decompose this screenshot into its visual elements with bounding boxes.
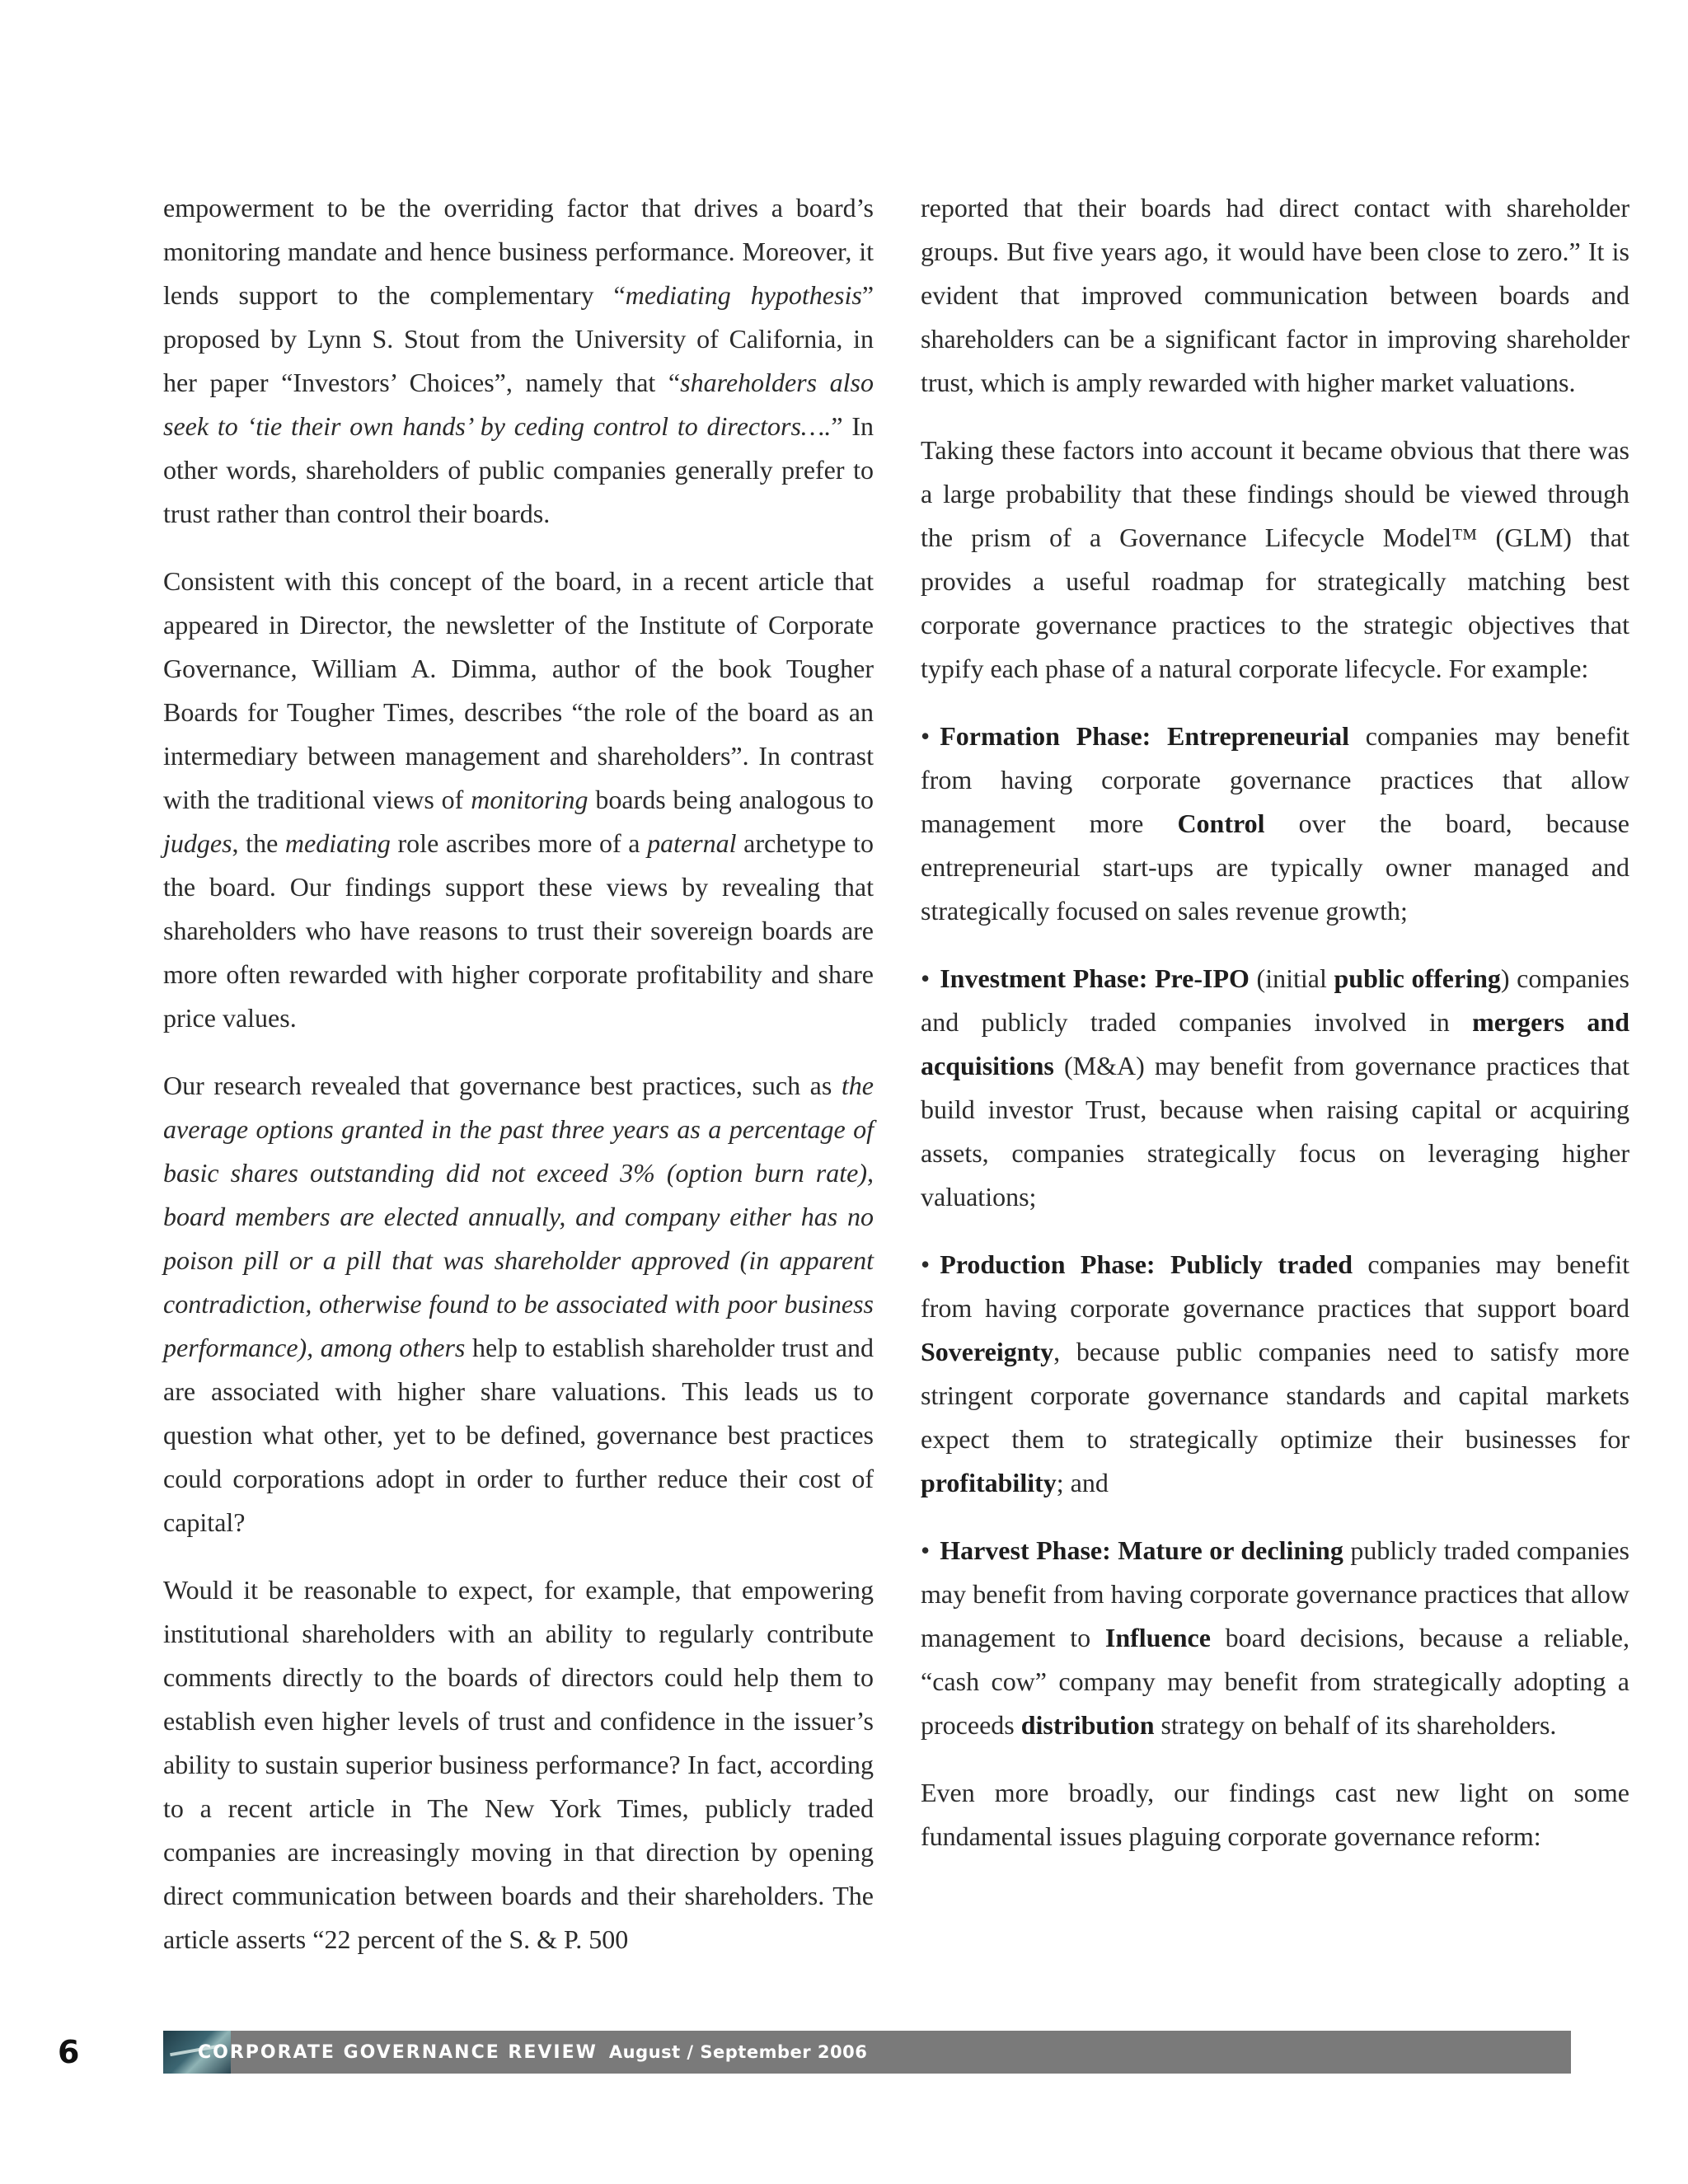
bullet-icon: • (921, 1535, 931, 1565)
bullet-formation-phase: • Formation Phase: Entrepreneurial companies may benefit from having corporate governance practices that allow management more Control over the board, because entrepreneurial start-ups are typically owner managed and strategically focused on sales revenue growth; (921, 721, 1630, 926)
left-paragraph-1: empowerment to be the overriding factor that drives a board’s monitoring mandate and hence business performance. Moreover, it lends support to the complementary “mediating hypothesis” proposed by Lynn S. Stout from the University of California, in her paper “Investors’ Choices”, namely that “shareholders also seek to ‘tie their own hands’ by ceding control to directors….” In other words, shareholders of public companies generally prefer to trust rather than control their boards. (163, 193, 874, 528)
issue-date: August / September 2006 (608, 2042, 868, 2062)
footer-banner (163, 2031, 1571, 2074)
left-column (163, 186, 874, 1985)
publication-title: CORPORATE GOVERNANCE REVIEW August / September 2006 (198, 2042, 868, 2063)
bullet-icon: • (921, 963, 931, 993)
bullet-investment-phase: • Investment Phase: Pre-IPO (initial public offering) companies and publicly traded companies involved in mergers and acquisitions (M&A) may benefit from governance practices that build investor Trust, because when raising capital or acquiring assets, companies strategically focus on leveraging higher valuations; (921, 963, 1629, 1212)
page-number: 6 (58, 2034, 80, 2070)
bullet-harvest-phase: • Harvest Phase: Mature or declining publicly traded companies may benefit from having corporate governance practices that allow management to Influence board decisions, because a reliable, “cash cow” company may benefit from strategically adopting a proceeds distribution strategy on behalf of its shareholders. (921, 1535, 1630, 1740)
right-paragraph-3: Even more broadly, our findings cast new light on some fundamental issues plaguing corporate governance reform: (921, 1778, 1629, 1851)
bullet-production-phase: • Production Phase: Publicly traded companies may benefit from having corporate governance practices that support board Sovereignty, because public companies need to satisfy more stringent corporate governance standards and capital markets expect them to strategically optimize their businesses for profitability; and (921, 1249, 1629, 1497)
left-paragraph-4: Would it be reasonable to expect, for example, that empowering institutional shareholders with an ability to regularly contribute comments directly to the boards of directors could help them to establish even higher levels of trust and confidence in the issuer’s ability to sustain superior business performance? In fact, according to a recent article in The New York Times, publicly traded companies are increasingly moving in that direction by opening direct communication between boards and their shareholders. The article asserts “22 percent of the S. & P. 500 (163, 1575, 874, 1954)
left-paragraph-3: Our research revealed that governance best practices, such as the average options granted in the past three years as a percentage of basic shares outstanding did not exceed 3% (option burn rate), board members are elected annually, and company either has no poison pill or a pill that was shareholder approved (in apparent contradiction, otherwise found to be associated with poor business performance), among others help to establish shareholder trust and are associated with higher share valuations. This leads us to question what other, yet to be defined, governance best practices could corporations adopt in order to further reduce their cost of capital? (163, 1071, 874, 1537)
page-footer (0, 2027, 1688, 2077)
bullet-icon: • (921, 1249, 931, 1279)
bullet-icon: • (921, 721, 931, 751)
left-paragraph-2: Consistent with this concept of the board, in a recent article that appeared in Director, the newsletter of the Institute of Corporate Governance, William A. Dimma, author of the book Tougher Boards for Tougher Times, describes “the role of the board as an intermediary between management and shareholders”. In contrast with the traditional views of monitoring boards being analogous to judges, the mediating role ascribes more of a paternal archetype to the board. Our findings support these views by revealing that shareholders who have reasons to trust their sovereign boards are more often rewarded with higher corporate profitability and share price values. (163, 566, 874, 1033)
right-paragraph-1: reported that their boards had direct contact with shareholder groups. But five years ago, it would have been close to zero.” It is evident that improved communication between boards and shareholders can be a significant factor in improving shareholder trust, which is amply rewarded with higher market valuations. (921, 193, 1629, 397)
right-column (921, 186, 1629, 1882)
right-paragraph-2: Taking these factors into account it became obvious that there was a large probability that these findings should be viewed through the prism of a Governance Lifecycle Model™ (GLM) that provides a useful roadmap for strategically matching best corporate governance practices to the strategic objectives that typify each phase of a natural corporate lifecycle. For example: (921, 435, 1629, 683)
